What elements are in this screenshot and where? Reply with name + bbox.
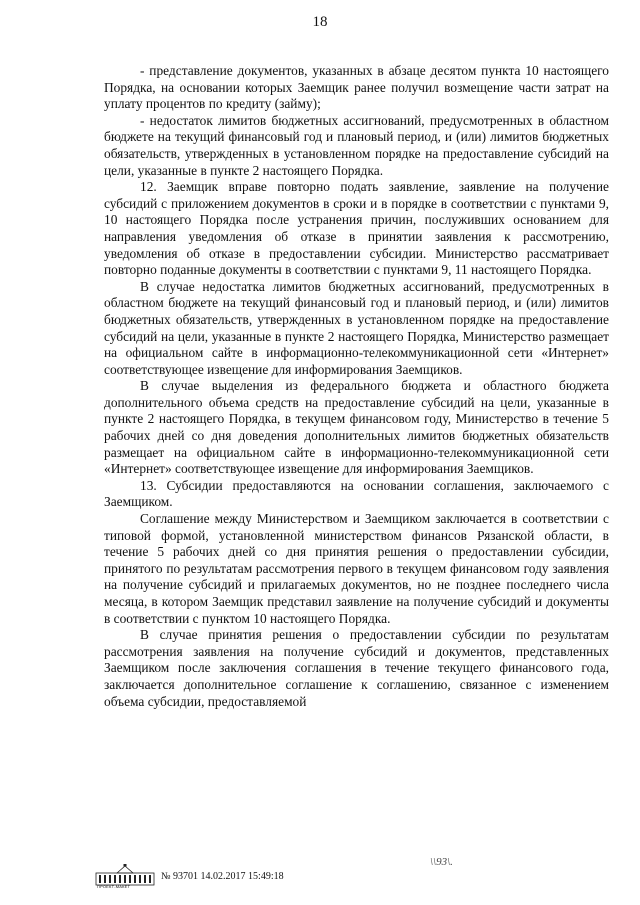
paragraph-6: 13. Субсидии предоставляются на основании соглашения, заключаемого с Заемщиком.	[104, 477, 609, 510]
document-body	[104, 63, 609, 710]
paragraph-1: - представление документов, указанных в абзаце десятом пункта 10 настоящего Порядка, на основании которых Заемщик ранее получил возмещение части затрат на уплату процентов по кредиту (займу);	[104, 63, 609, 112]
handwritten-note: \\93\.	[430, 856, 453, 868]
paragraph-3: 12. Заемщик вправе повторно подать заявление, заявление на получение субсидий с приложением документов в сроки и в порядке в соответствии с пунктами 9, 10 настоящего Порядка после устранения причин, послуживших основанием для направления уведомления об отказе в принятии заявления к рассмотрению, уведомления об отказе в предоставлении субсидии. Министерство рассматривает повторно поданные документы в соответствии с пунктами 9, 11 настоящего Порядка.	[104, 179, 609, 278]
paragraph-8: В случае принятия решения о предоставлении субсидии по результатам рассмотрения заявления на получение субсидий и документов, представленных Заемщиком после заключения соглашения в течение текущего финансового года, заключается дополнительное соглашение к соглашению, связанное с изменением объема субсидии, предоставляемой	[104, 627, 609, 709]
paragraph-2: - недостаток лимитов бюджетных ассигнований, предусмотренных в областном бюджете на текущий финансовый год и плановый период, и (или) лимитов бюджетных обязательств, утвержденных в установленном порядке на предоставление субсидий на цели, указанные в пункте 2 настоящего Порядка.	[104, 112, 609, 178]
page-footer	[95, 864, 515, 894]
stamp-label: ПРОЕКТ-МАКЕТ	[97, 884, 131, 889]
paragraph-7: Соглашение между Министерством и Заемщиком заключается в соответствии с типовой формой, установленной министерством финансов Рязанской области, в течение 5 рабочих дней со дня принятия решения о предоставлении субсидии, принятого по результатам рассмотрения первого в текущем финансовом году заявления на получение субсидий и прилагаемых документов, но не позднее последнего числа месяца, в котором Заемщик представил заявление на получение субсидий и документы в соответствии с пунктом 10 настоящего Порядка.	[104, 511, 609, 626]
paragraph-4: В случае недостатка лимитов бюджетных ассигнований, предусмотренных в областном бюджете на текущий финансовый год и плановый период, и (или) лимитов бюджетных обязательств, утвержденных в установленном порядке на предоставление субсидий на цели, указанные в пункте 2 настоящего Порядка, Министерство размещает на официальном сайте в информационно-телекоммуникационной сети «Интернет» соответствующее извещение для информирования Заемщиков.	[104, 278, 609, 377]
paragraph-5: В случае выделения из федерального бюджета и областного бюджета дополнительного объема средств на предоставление субсидий на цели, указанные в пункте 2 настоящего Порядка, в текущем финансовом году, Министерство в течение 5 рабочих дней со дня доведения дополнительных лимитов бюджетных обязательств размещает на официальном сайте в информационно-телекоммуникационной сети «Интернет» соответствующее извещение для информирования Заемщиков.	[104, 378, 609, 477]
page-number: 18	[312, 14, 328, 30]
document-id: № 93701 14.02.2017 15:49:18	[161, 871, 284, 882]
